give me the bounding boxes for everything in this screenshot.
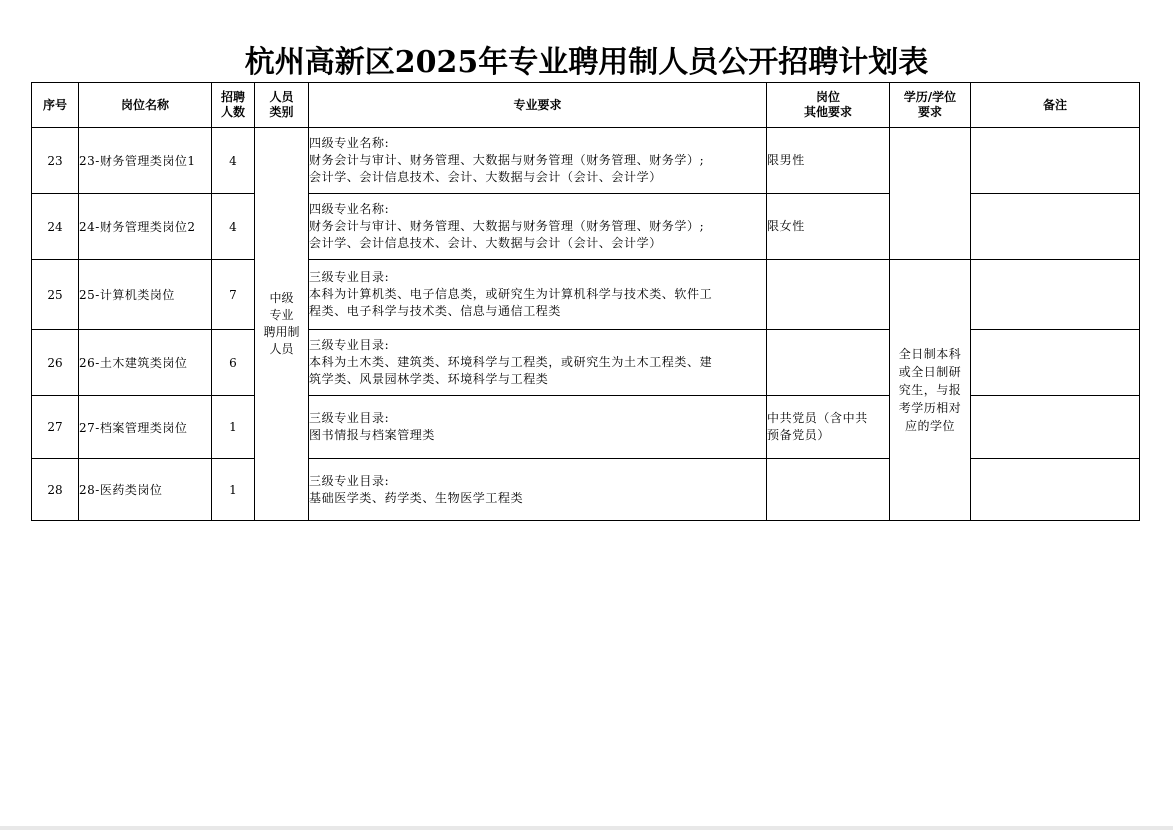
other-line: 限男性	[767, 153, 805, 167]
table-row	[32, 128, 1140, 194]
row-position: 28-医药类岗位	[79, 459, 212, 521]
other-line: 预备党员）	[767, 428, 831, 442]
row-major	[309, 260, 767, 330]
row-position: 23-财务管理类岗位1	[79, 128, 212, 194]
major-line: 三级专业目录:	[309, 338, 390, 352]
row-major	[309, 330, 767, 396]
row-other	[767, 128, 890, 194]
row-note	[971, 194, 1140, 260]
row-count: 1	[212, 396, 255, 459]
education-line: 考学历相对	[898, 401, 962, 415]
header-seq: 序号	[32, 83, 79, 128]
recruitment-plan-table	[31, 82, 1140, 521]
major-line: 程类、电子科学与技术类、信息与通信工程类	[309, 304, 562, 318]
row-seq: 26	[32, 330, 79, 396]
major-line: 财务会计与审计、财务管理、大数据与财务管理（财务管理、财务学）;	[309, 219, 705, 233]
row-count: 4	[212, 194, 255, 260]
page-title: 杭州高新区2025年专业聘用制人员公开招聘计划表	[244, 45, 929, 80]
major-line: 本科为土木类、建筑类、环境科学与工程类，或研究生为土木工程类、建	[309, 355, 713, 369]
row-position: 26-土木建筑类岗位	[79, 330, 212, 396]
education-line: 全日制本科	[898, 347, 962, 361]
table-row	[32, 194, 1140, 260]
row-note	[971, 128, 1140, 194]
personnel-type-line: 人员	[269, 342, 294, 356]
row-count: 6	[212, 330, 255, 396]
header-education	[890, 83, 971, 128]
row-seq: 28	[32, 459, 79, 521]
row-count: 1	[212, 459, 255, 521]
row-major	[309, 459, 767, 521]
other-line: 中共党员（含中共	[767, 411, 868, 425]
table-header-row	[32, 83, 1140, 128]
header-position: 岗位名称	[79, 83, 212, 128]
table-row	[32, 260, 1140, 330]
row-note	[971, 330, 1140, 396]
row-seq: 27	[32, 396, 79, 459]
row-other	[767, 459, 890, 521]
header-note: 备注	[971, 83, 1140, 128]
row-count: 7	[212, 260, 255, 330]
row-seq: 23	[32, 128, 79, 194]
major-line: 四级专业名称:	[309, 202, 390, 216]
row-position: 24-财务管理类岗位2	[79, 194, 212, 260]
header-other-line2: 其他要求	[803, 105, 852, 119]
personnel-type-line: 中级	[269, 291, 294, 305]
header-count	[212, 83, 255, 128]
personnel-type-line: 聘用制	[263, 325, 300, 339]
header-edu-line2: 要求	[917, 105, 942, 119]
row-position: 25-计算机类岗位	[79, 260, 212, 330]
row-major	[309, 128, 767, 194]
row-other	[767, 194, 890, 260]
row-major	[309, 194, 767, 260]
major-line: 财务会计与审计、财务管理、大数据与财务管理（财务管理、财务学）;	[309, 153, 705, 167]
education-line: 应的学位	[904, 419, 955, 433]
major-line: 会计学、会计信息技术、会计、大数据与会计（会计、会计学）	[309, 236, 662, 250]
row-other	[767, 396, 890, 459]
header-edu-line1: 学历/学位	[903, 90, 957, 104]
row-note	[971, 260, 1140, 330]
row-count: 4	[212, 128, 255, 194]
table-row	[32, 330, 1140, 396]
major-line: 筑学类、风景园林学类、环境科学与工程类	[309, 372, 549, 386]
header-other-line1: 岗位	[815, 90, 840, 104]
personnel-type-line: 专业	[269, 308, 294, 322]
header-count-line2: 人数	[220, 105, 245, 119]
personnel-type-cell	[255, 128, 309, 521]
table-row	[32, 459, 1140, 521]
major-line: 图书情报与档案管理类	[309, 428, 436, 442]
row-seq: 24	[32, 194, 79, 260]
education-line: 或全日制研	[898, 365, 962, 379]
header-type	[255, 83, 309, 128]
major-line: 基础医学类、药学类、生物医学工程类	[309, 490, 524, 505]
education-line: 究生，与报	[898, 383, 962, 397]
row-position: 27-档案管理类岗位	[79, 396, 212, 459]
major-line: 三级专业目录:	[309, 270, 390, 284]
header-type-line2: 类别	[269, 105, 294, 119]
table-row	[32, 396, 1140, 459]
row-seq: 25	[32, 260, 79, 330]
row-note	[971, 396, 1140, 459]
row-other	[767, 260, 890, 330]
header-count-line1: 招聘	[220, 90, 245, 104]
education-empty-cell	[971, 459, 1140, 521]
header-major: 专业要求	[309, 83, 767, 128]
page-bottom-edge	[0, 826, 1173, 830]
education-requirement-cell	[890, 260, 971, 521]
header-type-line1: 人员	[269, 90, 294, 104]
major-line: 三级专业目录:	[309, 411, 390, 425]
other-line: 限女性	[767, 219, 805, 233]
major-line: 四级专业名称:	[309, 136, 390, 150]
major-line: 会计学、会计信息技术、会计、大数据与会计（会计、会计学）	[309, 170, 662, 184]
row-other	[767, 330, 890, 396]
major-line: 本科为计算机类、电子信息类，或研究生为计算机科学与技术类、软件工	[309, 287, 713, 301]
row-major	[309, 396, 767, 459]
major-line: 三级专业目录:	[309, 473, 390, 488]
header-other	[767, 83, 890, 128]
education-empty-cell	[890, 128, 971, 260]
